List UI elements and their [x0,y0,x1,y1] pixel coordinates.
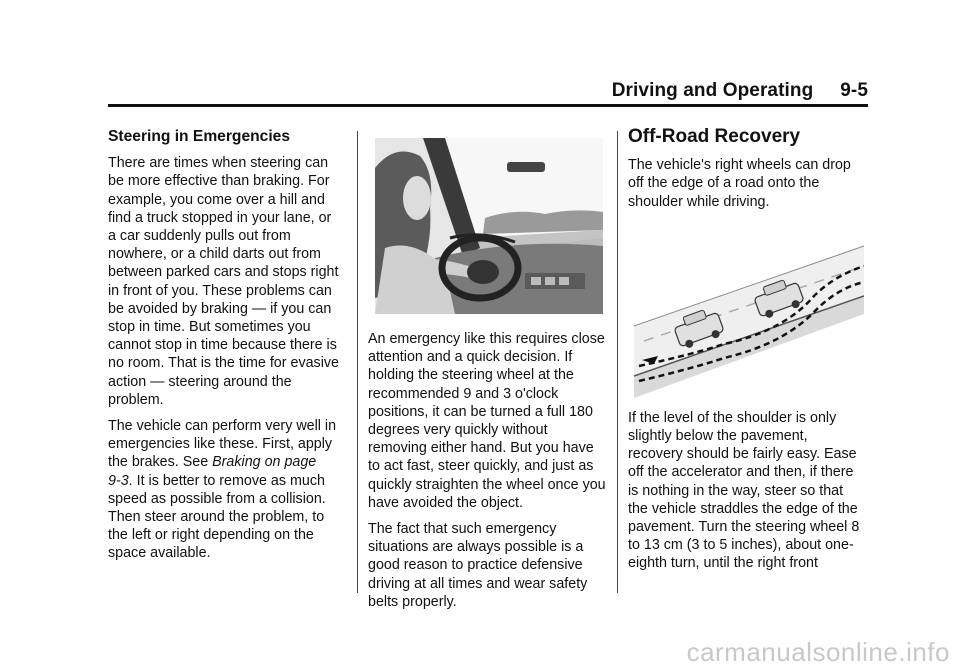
column-divider [617,131,618,593]
paragraph: If the level of the shoulder is only slightly below the pavement, recovery should be fairly easy. Ease off the accelerator and then, if there is nothing in the way, steer so that the vehicle straddles the edge of the pavement. Turn the steering wheel 8 to 13 cm (3 to 5 inches), about one-eighth turn, until the right front [628,409,860,572]
off-road-recovery-illustration [634,236,864,398]
off-road-recovery-heading: Off-Road Recovery [628,126,801,147]
header-rule [108,104,868,107]
column-divider [357,131,358,593]
paragraph: An emergency like this requires close attention and a quick decision. If holding the steering wheel at the recommended 9 and 3 o'clock positions, it can be turned a full 180 degrees very quickly without removing either hand. But you have to act fast, steer quickly, and just as quickly straighten the wheel once you have avoided the object. [368,331,606,511]
header-title [612,80,868,102]
column-left [108,128,340,571]
page-number: 9-5 [840,80,868,101]
paragraph: The fact that such emergency situations are always possible is a good reason to practice defensive driving at all times and wear safety belts properly. [368,521,588,610]
column-middle [368,330,608,619]
page-header [108,80,868,106]
section-name: Driving and Operating [611,80,814,101]
driver-steering-illustration [375,138,603,314]
braking-reference-link[interactable]: Braking on page 9‑3 [108,454,317,489]
watermark: carmanualsonline.info [686,637,950,667]
paragraph: The vehicle can perform very well in emergencies like these. First, apply the brakes. See Braking on page 9‑3. It is better to remove as much speed as possible from a collision. Then steer around the problem, to the left or right depending on the space available. [108,418,337,562]
paragraph: There are times when steering can be more effective than braking. For example, you come over a hill and find a truck stopped in your lane, or a car suddenly pulls out from nowhere, or a child darts out from between parked cars and stops right in front of you. These problems can be avoided by braking — if you can stop in time. But sometimes you cannot stop in time because there is no room. That is the time for evasive action — steering around the problem. [108,155,339,408]
steering-emergencies-heading: Steering in Emergencies [108,128,290,145]
paragraph: The vehicle's right wheels can drop off the edge of a road onto the shoulder while driving. [628,157,851,210]
